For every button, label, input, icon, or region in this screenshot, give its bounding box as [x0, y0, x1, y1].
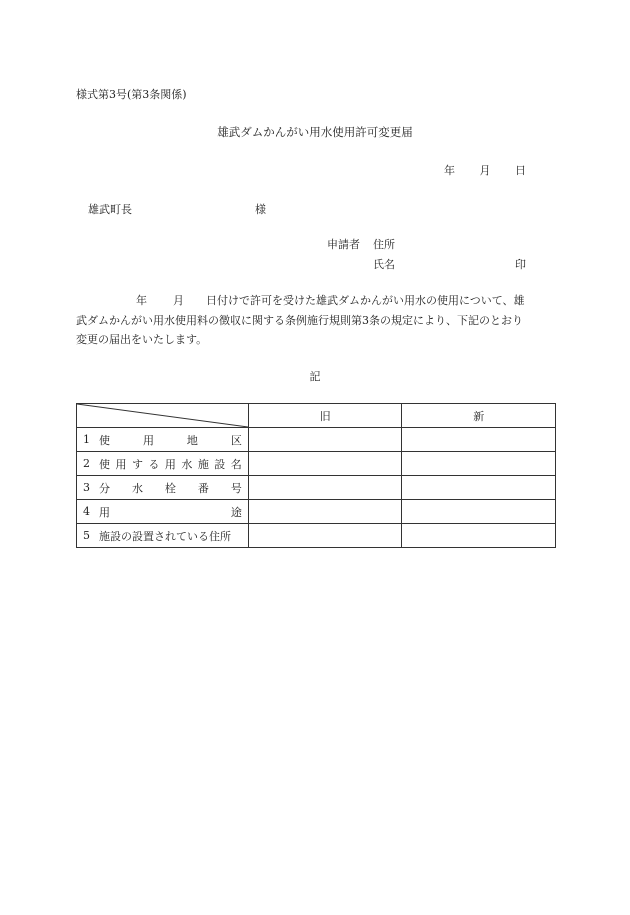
old-value-cell[interactable] [248, 452, 402, 476]
row-label: 分 水 栓 番 号 [99, 481, 242, 495]
body-paragraph [76, 291, 554, 350]
diagonal-header-cell [77, 404, 249, 428]
addressee-name: 雄武町長 [88, 203, 132, 216]
body-line1: 日付けで許可を受けた雄武ダムかんがい用水の使用について、雄 [206, 294, 525, 307]
new-value-cell[interactable] [402, 452, 556, 476]
date-year: 年 [444, 164, 455, 177]
row-label: 使 用 地 区 [99, 433, 242, 447]
row-label: 用 途 [99, 505, 242, 519]
body-line2: 武ダムかんがい用水使用料の徴収に関する条例施行規則第3条の規定により、下記のとおり [76, 313, 523, 327]
table-row [77, 524, 556, 548]
old-value-cell[interactable] [248, 524, 402, 548]
new-value-cell[interactable] [402, 476, 556, 500]
body-month: 月 [173, 294, 184, 307]
table-row [77, 476, 556, 500]
form-number: 様式第3号(第3条関係) [76, 88, 187, 101]
row-number: 3 [83, 481, 90, 494]
row-label: 施設の設置されている住所 [99, 529, 231, 543]
row-label: 使 用 す る 用 水 施 設 名 [99, 457, 242, 471]
table-row [77, 452, 556, 476]
applicant-name-label: 氏名 [373, 258, 395, 271]
document-title: 雄武ダムかんがい用水使用許可変更届 [217, 125, 413, 139]
ki-heading: 記 [309, 370, 321, 383]
row-number: 1 [83, 433, 90, 446]
row-number: 2 [83, 457, 90, 470]
old-value-cell[interactable] [248, 500, 402, 524]
diagonal-line [77, 404, 248, 427]
new-value-cell[interactable] [402, 524, 556, 548]
old-value-cell[interactable] [248, 428, 402, 452]
applicant-address-label: 住所 [373, 238, 395, 251]
new-value-cell[interactable] [402, 500, 556, 524]
table-header-row [77, 404, 556, 428]
col-new-header: 新 [402, 404, 556, 428]
row-number: 5 [83, 529, 90, 542]
old-value-cell[interactable] [248, 476, 402, 500]
applicant-label: 申請者 [327, 238, 360, 251]
row-number: 4 [83, 505, 90, 518]
date-month: 月 [479, 164, 491, 177]
table-row [77, 428, 556, 452]
date-day: 日 [515, 164, 526, 177]
seal-mark: 印 [515, 258, 526, 271]
col-old-header: 旧 [248, 404, 402, 428]
addressee [88, 201, 266, 217]
date-line [444, 162, 526, 178]
body-line3: 変更の届出をいたします。 [76, 333, 208, 346]
body-year: 年 [136, 294, 147, 307]
change-table [76, 403, 556, 548]
new-value-cell[interactable] [402, 428, 556, 452]
table-row [77, 500, 556, 524]
addressee-honorific: 様 [255, 203, 266, 216]
